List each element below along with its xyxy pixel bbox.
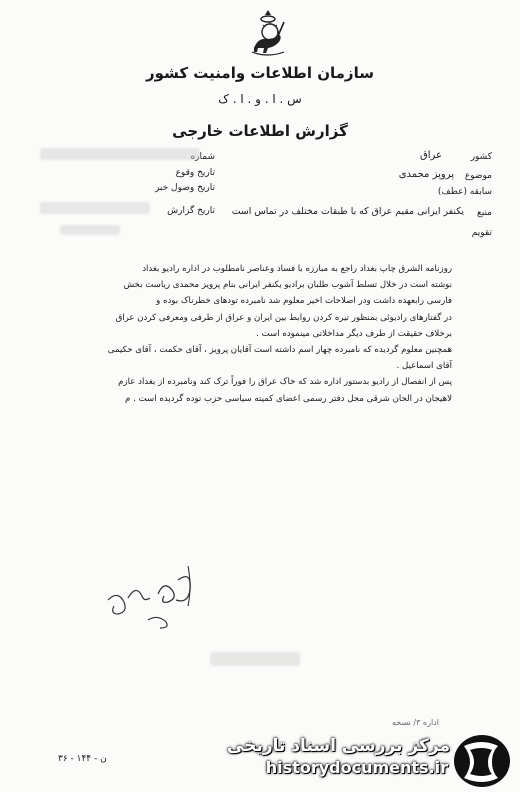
report-body [52,262,452,408]
body-line: نوشته است در خلال تسلط آشوب طلبان برادیو یکنفر ایرانی بنام پرویز محمدی ریاست بخش [123,280,452,291]
report-date-label: تاریخ گزارش [167,206,215,216]
number-label: شماره [190,152,215,162]
precedent-label: سابقه (عطف) [437,187,492,197]
redacted-number [40,148,200,160]
body-line: فارسی رابعهده داشت ودر اصلاحات اخیر معلوم شد نامبرده تودهای خطرناک بوده و [156,296,452,307]
watermark-url: historydocuments.ir [265,758,448,777]
subject-value: پرویز محمدی [398,169,454,180]
country-label: کشور [470,152,492,162]
archive-logo-icon [450,732,514,790]
body-line: در گفتارهای رادیوئی بمنظور تیره کردن روابط بین ایران و عراق از طرفی ومعرفی کردن عراق [115,312,452,323]
faded-stamp [210,652,300,666]
watermark-title: مرکز بررسی اسناد تاریخی [227,736,450,756]
handwritten-signature [88,560,228,650]
event-date-label: تاریخ وقوع [175,168,215,178]
source-label: منبع [476,208,492,218]
document-number: ۳۶ - ۱۴۴ - ن [58,754,107,764]
organization-code: س . ا . و . ا . ک [218,92,302,106]
redacted-assessment [60,225,120,235]
assessment-label: تقویم [471,228,492,238]
lion-and-sun-emblem-icon [248,8,288,56]
country-value: عراق [419,150,442,161]
report-title: گزارش اطلاعات خارجی [172,122,348,140]
subject-label: موضوع [464,171,492,181]
body-line: پس از انفصال از رادیو بدستور اداره شد که خاک عراق را فوراً ترک کند ونامبرده از بغداد عازم [118,377,452,388]
body-line: آقای اسماعیل . [396,361,452,372]
copy-label: اداره ۳/ نسخه [392,718,439,727]
body-line: لاهیجان در الحان شرقی محل دفتر رسمی اعضای کمیته سیاسی حزب توده گردیده است . م [125,393,452,404]
body-line: روزنامه الشرق چاپ بغداد راجع به مبارزه با فساد وعناصر نامطلوب در اداره رادیو بغداد [142,264,452,274]
source-value: یکنفر ایرانی مقیم عراق که با طبقات مختلف در تماس است [231,206,464,217]
received-date-label: تاریخ وصول خبر [154,183,215,193]
body-line: همچنین معلوم گردیده که نامبرده چهار اسم داشته است آقایان پرویز ، آقای حکمت ، آقای حکیمی [107,345,452,356]
redacted-date [40,202,150,214]
organization-name: سازمان اطلاعات وامنیت کشور [146,64,374,82]
body-line: برخلاف حقیقت از طرف دیگر مداخلاتی مینموده است . [256,328,452,339]
